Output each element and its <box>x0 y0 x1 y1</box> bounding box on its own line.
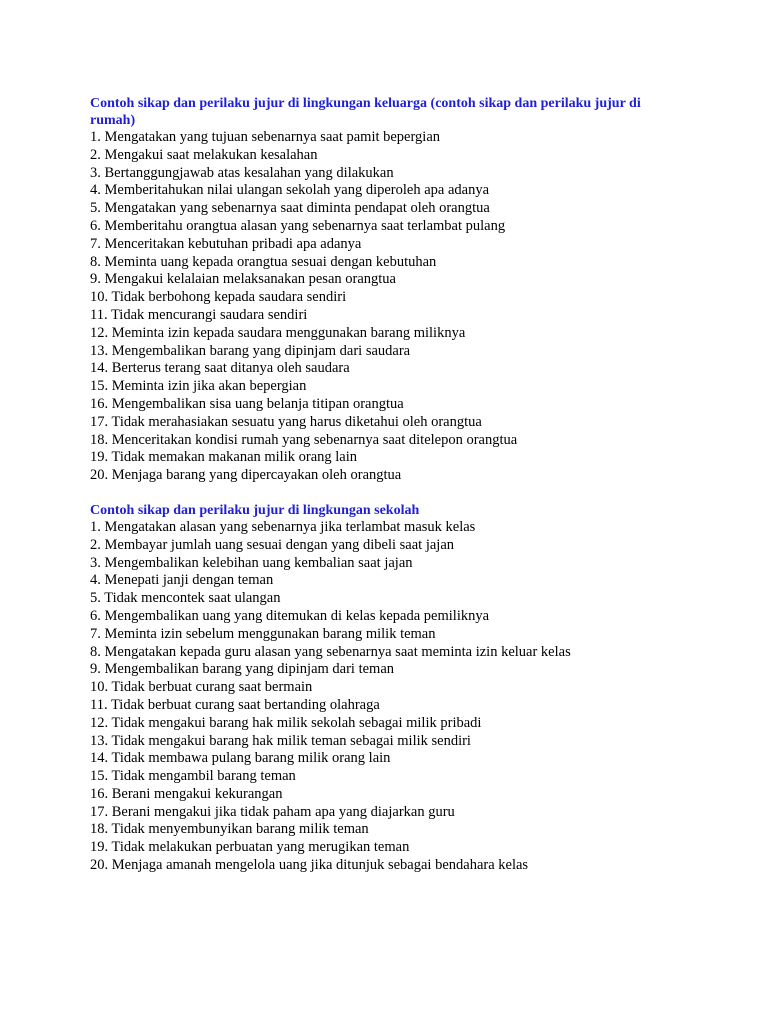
list-item: 17. Tidak merahasiakan sesuatu yang harus diketahui oleh orangtua <box>90 413 482 430</box>
list-item: 10. Tidak berbohong kepada saudara sendiri <box>90 289 347 306</box>
list-item: 18. Menceritakan kondisi rumah yang sebenarnya saat ditelepon orangtua <box>90 431 518 448</box>
list-item: 2. Mengakui saat melakukan kesalahan <box>90 146 318 163</box>
list-item: 9. Mengembalikan barang yang dipinjam dari teman <box>90 661 395 678</box>
list-item: 6. Memberitahu orangtua alasan yang sebenarnya saat terlambat pulang <box>90 217 506 234</box>
list-item: 4. Memberitahukan nilai ulangan sekolah yang diperoleh apa adanya <box>90 182 490 199</box>
list-item: 11. Tidak berbuat curang saat bertanding olahraga <box>90 696 380 713</box>
list-item: 1. Mengatakan alasan yang sebenarnya jika terlambat masuk kelas <box>90 518 476 535</box>
list-item: 14. Tidak membawa pulang barang milik orang lain <box>90 750 391 767</box>
list-item: 11. Tidak mencurangi saudara sendiri <box>90 306 308 323</box>
section-keluarga <box>90 95 680 485</box>
list-item: 13. Tidak mengakui barang hak milik teman sebagai milik sendiri <box>90 732 471 749</box>
list-item: 5. Tidak mencontek saat ulangan <box>90 590 281 607</box>
list-item: 12. Tidak mengakui barang hak milik sekolah sebagai milik pribadi <box>90 714 482 731</box>
list-item: 8. Mengatakan kepada guru alasan yang sebenarnya saat meminta izin keluar kelas <box>90 643 571 660</box>
list-item: 13. Mengembalikan barang yang dipinjam dari saudara <box>90 342 411 359</box>
list-item: 3. Bertanggungjawab atas kesalahan yang dilakukan <box>90 164 394 181</box>
list-item: 7. Meminta izin sebelum menggunakan barang milik teman <box>90 625 436 642</box>
list-item: 7. Menceritakan kebutuhan pribadi apa adanya <box>90 235 362 252</box>
list-item: 8. Meminta uang kepada orangtua sesuai dengan kebutuhan <box>90 253 437 270</box>
list-item: 5. Mengatakan yang sebenarnya saat diminta pendapat oleh orangtua <box>90 200 490 217</box>
list-item: 9. Mengakui kelalaian melaksanakan pesan orangtua <box>90 271 396 288</box>
list-item: 18. Tidak menyembunyikan barang milik teman <box>90 821 369 838</box>
list-item: 6. Mengembalikan uang yang ditemukan di kelas kepada pemiliknya <box>90 607 490 624</box>
list-item: 15. Meminta izin jika akan bepergian <box>90 378 307 395</box>
list-item: 3. Mengembalikan kelebihan uang kembalian saat jajan <box>90 554 413 571</box>
section-spacer <box>90 485 680 502</box>
item-list <box>90 129 680 485</box>
list-item: 19. Tidak melakukan perbuatan yang merugikan teman <box>90 839 410 856</box>
list-item: 16. Berani mengakui kekurangan <box>90 785 283 802</box>
list-item: 14. Berterus terang saat ditanya oleh saudara <box>90 360 350 377</box>
section-title: Contoh sikap dan perilaku jujur di lingkungan sekolah <box>90 502 420 518</box>
list-item: 4. Menepati janji dengan teman <box>90 572 274 589</box>
list-item: 20. Menjaga amanah mengelola uang jika ditunjuk sebagai bendahara kelas <box>90 857 529 874</box>
list-item: 2. Membayar jumlah uang sesuai dengan yang dibeli saat jajan <box>90 536 455 553</box>
document-page <box>90 95 680 875</box>
section-sekolah <box>90 502 680 875</box>
list-item: 17. Berani mengakui jika tidak paham apa yang diajarkan guru <box>90 803 455 820</box>
section-title: Contoh sikap dan perilaku jujur di lingkungan keluarga (contoh sikap dan perilaku jujur di rumah) <box>90 96 641 128</box>
list-item: 10. Tidak berbuat curang saat bermain <box>90 679 313 696</box>
list-item: 19. Tidak memakan makanan milik orang lain <box>90 449 357 466</box>
item-list <box>90 519 680 875</box>
list-item: 20. Menjaga barang yang dipercayakan oleh orangtua <box>90 467 402 484</box>
list-item: 15. Tidak mengambil barang teman <box>90 768 296 785</box>
list-item: 12. Meminta izin kepada saudara menggunakan barang miliknya <box>90 324 466 341</box>
list-item: 1. Mengatakan yang tujuan sebenarnya saat pamit bepergian <box>90 129 441 145</box>
list-item: 16. Mengembalikan sisa uang belanja titipan orangtua <box>90 395 404 412</box>
